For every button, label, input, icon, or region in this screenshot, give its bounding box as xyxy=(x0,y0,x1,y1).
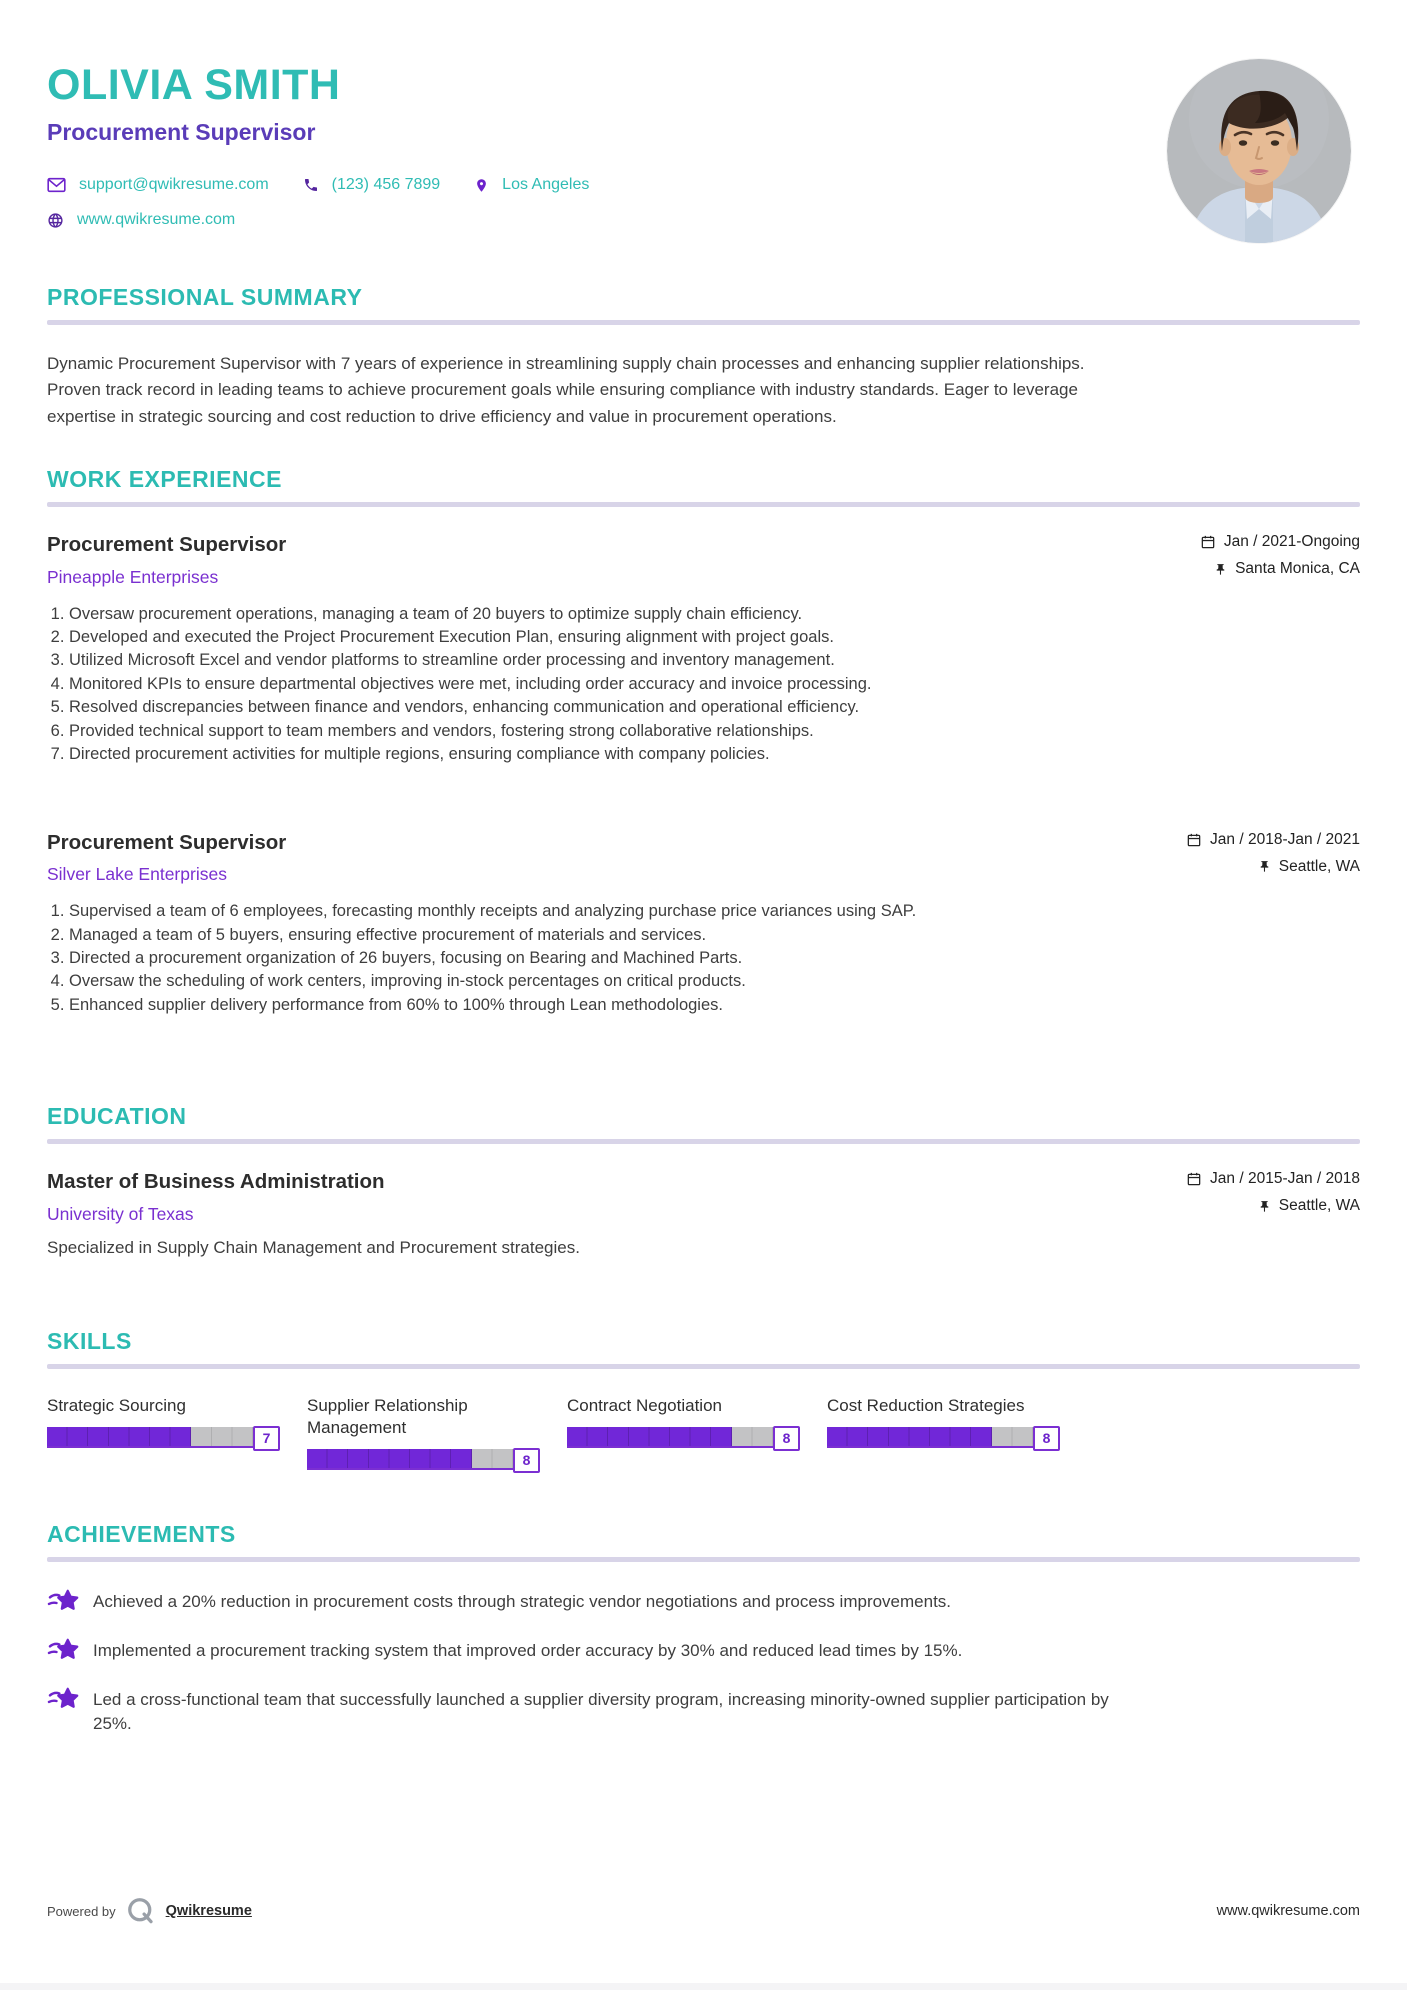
job-dates xyxy=(1200,533,1360,551)
job-bullet: 3. Directed a procurement organization of 26 buyers, focusing on Bearing and Machined Parts. xyxy=(69,947,1087,970)
job-dates-text: Jan / 2021-Ongoing xyxy=(1223,533,1360,551)
skill-score-badge: 7 xyxy=(253,1426,280,1451)
achievement-text: Achieved a 20% reduction in procurement costs through strategic vendor negotiations and process improvements. xyxy=(93,1591,952,1611)
achievement-item xyxy=(47,1686,1360,1736)
job-company: Silver Lake Enterprises xyxy=(47,864,227,885)
footer-website-link[interactable]: www.qwikresume.com xyxy=(1216,1903,1360,1919)
skill-score-badge: 8 xyxy=(773,1426,800,1451)
skill-fill xyxy=(567,1427,732,1446)
pushpin-icon xyxy=(1258,1200,1271,1213)
job-bullet: 5. Enhanced supplier delivery performance from 60% to 100% through Lean methodologies. xyxy=(69,994,1087,1017)
location-text: Los Angeles xyxy=(502,176,590,193)
skill-score-badge: 8 xyxy=(513,1448,540,1473)
star-icon xyxy=(47,1686,81,1716)
email-icon xyxy=(47,177,66,193)
skills-heading: SKILLS xyxy=(47,1327,132,1354)
summary-heading: PROFESSIONAL SUMMARY xyxy=(47,284,363,310)
phone-icon xyxy=(303,177,319,193)
skill-bar xyxy=(567,1426,800,1451)
job-bullet: 4. Monitored KPIs to ensure departmental objectives were met, including order accuracy and invoice processing. xyxy=(69,673,1087,696)
education-dates-text: Jan / 2015-Jan / 2018 xyxy=(1210,1170,1360,1188)
job-bullet: 4. Oversaw the scheduling of work centers, improving in-stock percentages on critical products. xyxy=(69,970,1087,993)
star-icon xyxy=(47,1588,81,1618)
school-name: University of Texas xyxy=(47,1203,194,1224)
skill-label: Strategic Sourcing xyxy=(47,1395,186,1415)
skill-item xyxy=(47,1395,280,1473)
skill-fill xyxy=(827,1427,992,1446)
job-entry-2 xyxy=(47,831,1360,1018)
job-location xyxy=(1186,858,1360,876)
section-divider xyxy=(47,1139,1360,1144)
skill-bar xyxy=(827,1426,1060,1451)
section-divider xyxy=(47,1557,1360,1562)
location-pin-icon xyxy=(474,177,489,194)
summary-text: Dynamic Procurement Supervisor with 7 years of experience in streamlining supply chain processes and enhancing supplier relationships. Proven track record in leading teams to achieve procurement goals while ensuring compliance with industry standards. Eager to leverage expertise in strategic sourcing and cost reduction to drive efficiency and value in procurement operations. xyxy=(47,354,1085,426)
job-dates xyxy=(1186,831,1360,849)
skill-track xyxy=(827,1427,1033,1448)
job-bullet: 7. Directed procurement activities for multiple regions, ensuring compliance with company policies. xyxy=(69,743,1087,766)
website-text: www.qwikresume.com xyxy=(77,211,236,228)
job-bullet: 5. Resolved discrepancies between finance and vendors, enhancing communication and operational efficiency. xyxy=(69,696,1087,719)
star-icon xyxy=(47,1637,81,1667)
qwikresume-brand-link[interactable]: Qwikresume xyxy=(165,1903,252,1919)
education-section xyxy=(47,1105,1360,1258)
calendar-icon xyxy=(1200,534,1216,550)
candidate-name: OLIVIA SMITH xyxy=(47,61,341,109)
contact-row-2 xyxy=(47,211,1360,229)
achievement-text: Implemented a procurement tracking system that improved order accuracy by 30% and reduced lead times by 15%. xyxy=(93,1640,963,1660)
skill-bar xyxy=(307,1448,540,1473)
globe-icon xyxy=(47,212,64,229)
skill-track xyxy=(47,1427,253,1448)
job-bullet: 3. Utilized Microsoft Excel and vendor platforms to streamline order processing and inventory management. xyxy=(69,649,1087,672)
skill-bar xyxy=(47,1426,280,1451)
contact-row-1 xyxy=(47,176,1360,194)
education-entry xyxy=(47,1170,1360,1258)
candidate-job-title: Procurement Supervisor xyxy=(47,119,316,145)
skills-grid xyxy=(47,1395,1360,1473)
job-title: Procurement Supervisor xyxy=(47,830,287,854)
job-bullet: 2. Managed a team of 5 buyers, ensuring effective procurement of materials and services. xyxy=(69,924,1087,947)
job-location-text: Seattle, WA xyxy=(1278,857,1360,875)
job-bullet-list xyxy=(47,900,1087,1017)
job-company: Pineapple Enterprises xyxy=(47,566,219,587)
skill-item xyxy=(567,1395,800,1473)
job-title: Procurement Supervisor xyxy=(47,533,287,557)
pushpin-icon xyxy=(1258,860,1271,873)
education-heading: EDUCATION xyxy=(47,1103,187,1130)
skill-label: Supplier Relationship Management xyxy=(307,1395,468,1437)
achievement-item xyxy=(47,1637,1360,1667)
page-footer xyxy=(47,1896,1360,1926)
phone-link[interactable] xyxy=(303,176,441,194)
section-divider xyxy=(47,502,1360,507)
achievement-text: Led a cross-functional team that successfully launched a supplier diversity program, increasing minority-owned supplier participation by 25%. xyxy=(93,1689,1109,1734)
job-bullet: 6. Provided technical support to team members and vendors, fostering strong collaborative relationships. xyxy=(69,720,1087,743)
skill-track xyxy=(307,1449,513,1470)
calendar-icon xyxy=(1186,832,1202,848)
qwikresume-logo-icon xyxy=(126,1896,156,1926)
skill-score-badge: 8 xyxy=(1033,1426,1060,1451)
page-bottom-strip xyxy=(0,1983,1407,1990)
degree-title: Master of Business Administration xyxy=(47,1170,385,1194)
powered-by-label: Powered by xyxy=(47,1903,116,1919)
skill-fill xyxy=(307,1449,472,1468)
section-divider xyxy=(47,320,1360,325)
resume-header xyxy=(47,61,1360,229)
work-experience-section xyxy=(47,468,1360,1017)
email-text: support@qwikresume.com xyxy=(79,176,269,193)
job-bullet: 1. Oversaw procurement operations, managing a team of 20 buyers to optimize supply chain efficiency. xyxy=(69,603,1087,626)
summary-section xyxy=(47,286,1360,430)
education-description: Specialized in Supply Chain Management and Procurement strategies. xyxy=(47,1237,580,1257)
job-bullet: 1. Supervised a team of 6 employees, forecasting monthly receipts and analyzing purchase price variances using SAP. xyxy=(69,900,1087,923)
profile-photo xyxy=(1167,59,1351,243)
job-location-text: Santa Monica, CA xyxy=(1235,560,1360,578)
skills-section xyxy=(47,1327,1360,1473)
skill-item xyxy=(307,1395,540,1473)
skill-label: Contract Negotiation xyxy=(567,1395,722,1415)
skill-item xyxy=(827,1395,1060,1473)
calendar-icon xyxy=(1186,1171,1202,1187)
skill-fill xyxy=(47,1427,191,1446)
achievement-item xyxy=(47,1588,1360,1618)
job-location xyxy=(1200,560,1360,578)
job-bullet-list xyxy=(47,603,1087,767)
achievements-heading: ACHIEVEMENTS xyxy=(47,1520,236,1547)
pushpin-icon xyxy=(1214,563,1227,576)
achievements-section xyxy=(47,1520,1360,1736)
skill-label: Cost Reduction Strategies xyxy=(827,1395,1025,1415)
education-dates xyxy=(1186,1170,1360,1188)
education-location-text: Seattle, WA xyxy=(1278,1197,1360,1215)
job-entry-1 xyxy=(47,533,1360,767)
section-divider xyxy=(47,1364,1360,1369)
skill-track xyxy=(567,1427,773,1448)
phone-text: (123) 456 7899 xyxy=(331,176,441,193)
email-link[interactable] xyxy=(47,176,269,194)
website-link[interactable] xyxy=(47,211,235,229)
job-bullet: 2. Developed and executed the Project Procurement Execution Plan, ensuring alignment with project goals. xyxy=(69,626,1087,649)
location-item xyxy=(474,176,589,194)
job-dates-text: Jan / 2018-Jan / 2021 xyxy=(1210,830,1360,848)
work-heading: WORK EXPERIENCE xyxy=(47,466,282,493)
education-location xyxy=(1186,1197,1360,1215)
